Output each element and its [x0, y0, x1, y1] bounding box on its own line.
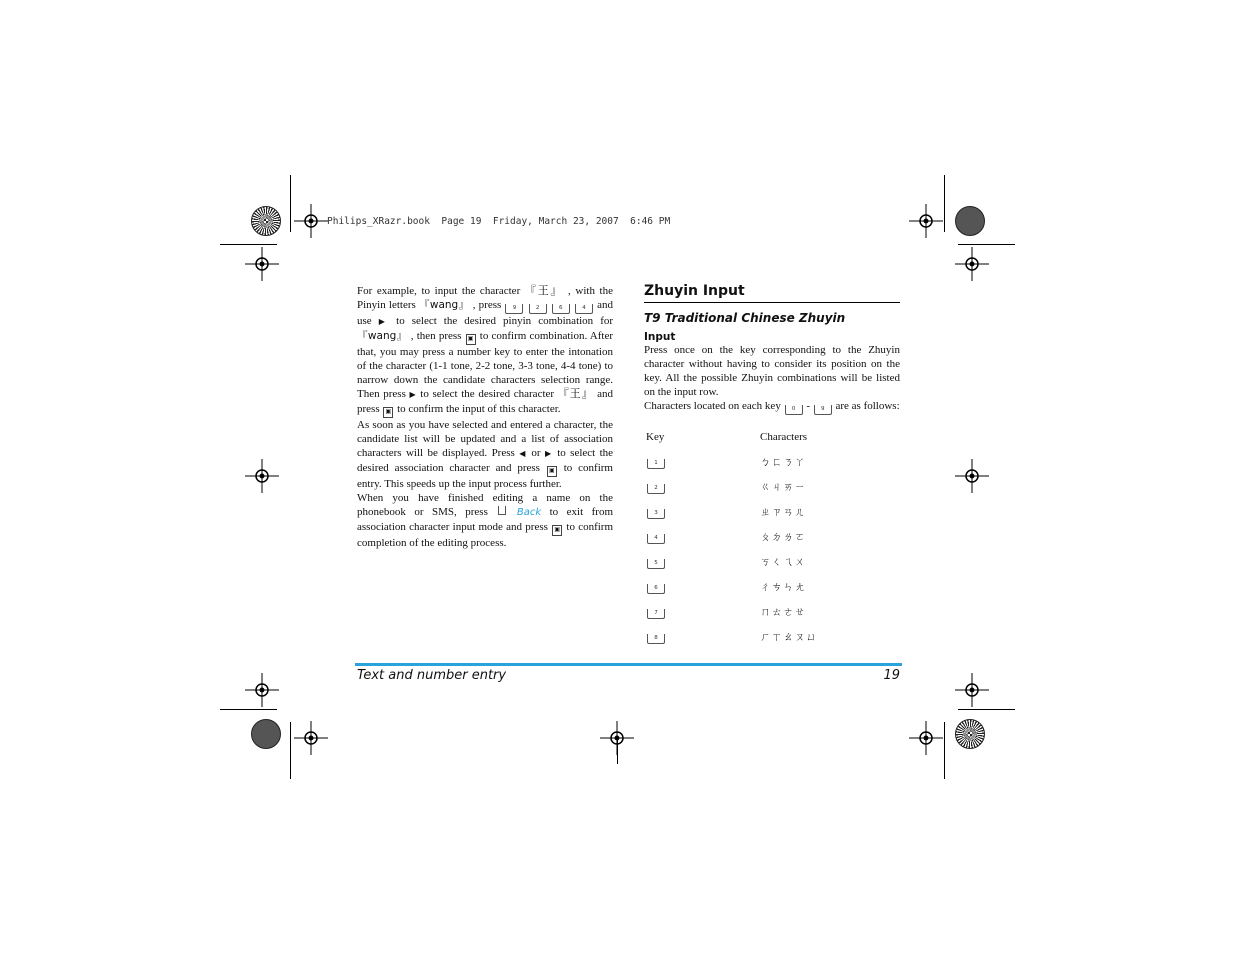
ok-key-icon: ▣: [466, 334, 476, 345]
zhuyin-characters: ㄏㄒㄠㄡㄩ: [760, 631, 818, 643]
column-header-characters: Characters: [760, 430, 808, 443]
key-3-icon: 3: [647, 509, 665, 519]
rosette-icon: [955, 206, 985, 236]
table-row: [644, 524, 900, 549]
table-row: [644, 549, 900, 574]
paragraph-key-characters: Characters located on each key 0 - 9 are as follows:: [644, 399, 900, 415]
key-1-icon: 1: [647, 459, 665, 469]
registration-mark-icon: [294, 721, 328, 755]
paragraph-zhuyin-input: Press once on the key corresponding to the Zhuyin character without having to consider its position on the key. All the possible Zhuyin combinations will be listed on the input row.: [644, 344, 900, 398]
left-softkey-icon: [498, 506, 506, 515]
registration-mark-icon: [245, 459, 279, 493]
table-row: [644, 599, 900, 624]
key-9-icon: 9: [505, 304, 523, 314]
zhuyin-characters: ㄓㄗㄢㄦ: [760, 506, 806, 518]
column-header-key: Key: [646, 430, 665, 443]
ok-key-icon: ▣: [547, 466, 557, 477]
right-column: [644, 283, 900, 649]
character-wang: 『王』: [557, 388, 594, 400]
footer-chapter-title: Text and number entry: [357, 668, 507, 683]
subsection-title: T9 Traditional Chinese Zhuyin: [644, 311, 846, 325]
key-6-icon: 6: [552, 304, 570, 314]
key-0-icon: 0: [785, 405, 803, 415]
page-number: 19: [883, 668, 900, 683]
footer-rule: [355, 663, 902, 666]
right-arrow-icon: ▶: [545, 449, 553, 458]
zhuyin-characters: ㄅㄈㄋㄚ: [760, 456, 806, 468]
key-4-icon: 4: [647, 534, 665, 544]
ok-key-icon: ▣: [383, 407, 393, 418]
left-column: [357, 284, 613, 550]
key-5-icon: 5: [647, 559, 665, 569]
paragraph-pinyin-example: For example, to input the character 『王』 , with the Pinyin letters 『wang』 , press 9 2 6 4 and use ▶ to select the desired pinyin combination for 『wang』 , then press ▣ to confirm combination. After that, you may press a number key to enter the intonation of the character (1-1 tone, 2-2 tone, 3-3 tone, 4-4 tone) to narrow down the candidate characters selection range. Then press ▶ to select the desired character 『王』 and press ▣ to confirm the input of this character.: [357, 284, 613, 418]
zhuyin-characters: ㄔㄘㄣㄤ: [760, 581, 806, 593]
rosette-icon: [251, 719, 281, 749]
back-label: Back: [516, 507, 542, 518]
registration-mark-icon: [245, 247, 279, 281]
ok-key-icon: ▣: [552, 525, 562, 536]
table-row: [644, 624, 900, 649]
zhuyin-characters: ㄇㄊㄜㄝ: [760, 606, 806, 618]
key-2-icon: 2: [529, 304, 547, 314]
zhuyin-characters: ㄍㄐㄞㄧ: [760, 481, 806, 493]
registration-mark-icon: [245, 673, 279, 707]
pinyin-wang: 『wang』: [418, 299, 470, 311]
registration-mark-icon: [294, 204, 328, 238]
left-arrow-icon: ◀: [519, 449, 528, 458]
rosette-icon: [955, 719, 985, 749]
pinyin-wang: 『wang』: [357, 330, 408, 342]
registration-mark-icon: [955, 247, 989, 281]
paragraph-finish-editing: When you have finished editing a name on the phonebook or SMS, press Back to exit from association character input mode and press ▣ to confirm completion of the editing process.: [357, 492, 614, 549]
character-wang: 『王』: [524, 285, 564, 297]
registration-mark-icon: [955, 673, 989, 707]
right-arrow-icon: ▶: [378, 317, 390, 326]
paragraph-association: As soon as you have selected and entered a character, the candidate list will be updated and a list of association characters will be displayed. Press ◀ or ▶ to select the desired association character and press ▣ to confirm entry. This speeds up the input process further.: [357, 419, 614, 490]
zhuyin-key-table: [644, 424, 900, 649]
key-7-icon: 7: [647, 609, 665, 619]
table-row: [644, 449, 900, 474]
table-header-row: [644, 424, 900, 449]
right-arrow-icon: ▶: [409, 390, 417, 399]
key-9-icon: 9: [814, 405, 832, 415]
print-slug: Philips_XRazr.book Page 19 Friday, March 23, 2007 6:46 PM: [327, 216, 671, 227]
rosette-icon: [251, 206, 281, 236]
key-6-icon: 6: [647, 584, 665, 594]
registration-mark-icon: [909, 721, 943, 755]
registration-mark-icon: [955, 459, 989, 493]
table-row: [644, 574, 900, 599]
registration-mark-icon: [909, 204, 943, 238]
minor-title: Input: [644, 331, 676, 343]
key-2-icon: 2: [647, 484, 665, 494]
zhuyin-characters: ㄎㄑㄟㄨ: [760, 556, 806, 568]
table-row: [644, 499, 900, 524]
key-4-icon: 4: [575, 304, 593, 314]
table-row: [644, 474, 900, 499]
zhuyin-characters: ㄆㄉㄌㄛ: [760, 531, 806, 543]
section-title: Zhuyin Input: [644, 283, 900, 303]
key-8-icon: 8: [647, 634, 665, 644]
